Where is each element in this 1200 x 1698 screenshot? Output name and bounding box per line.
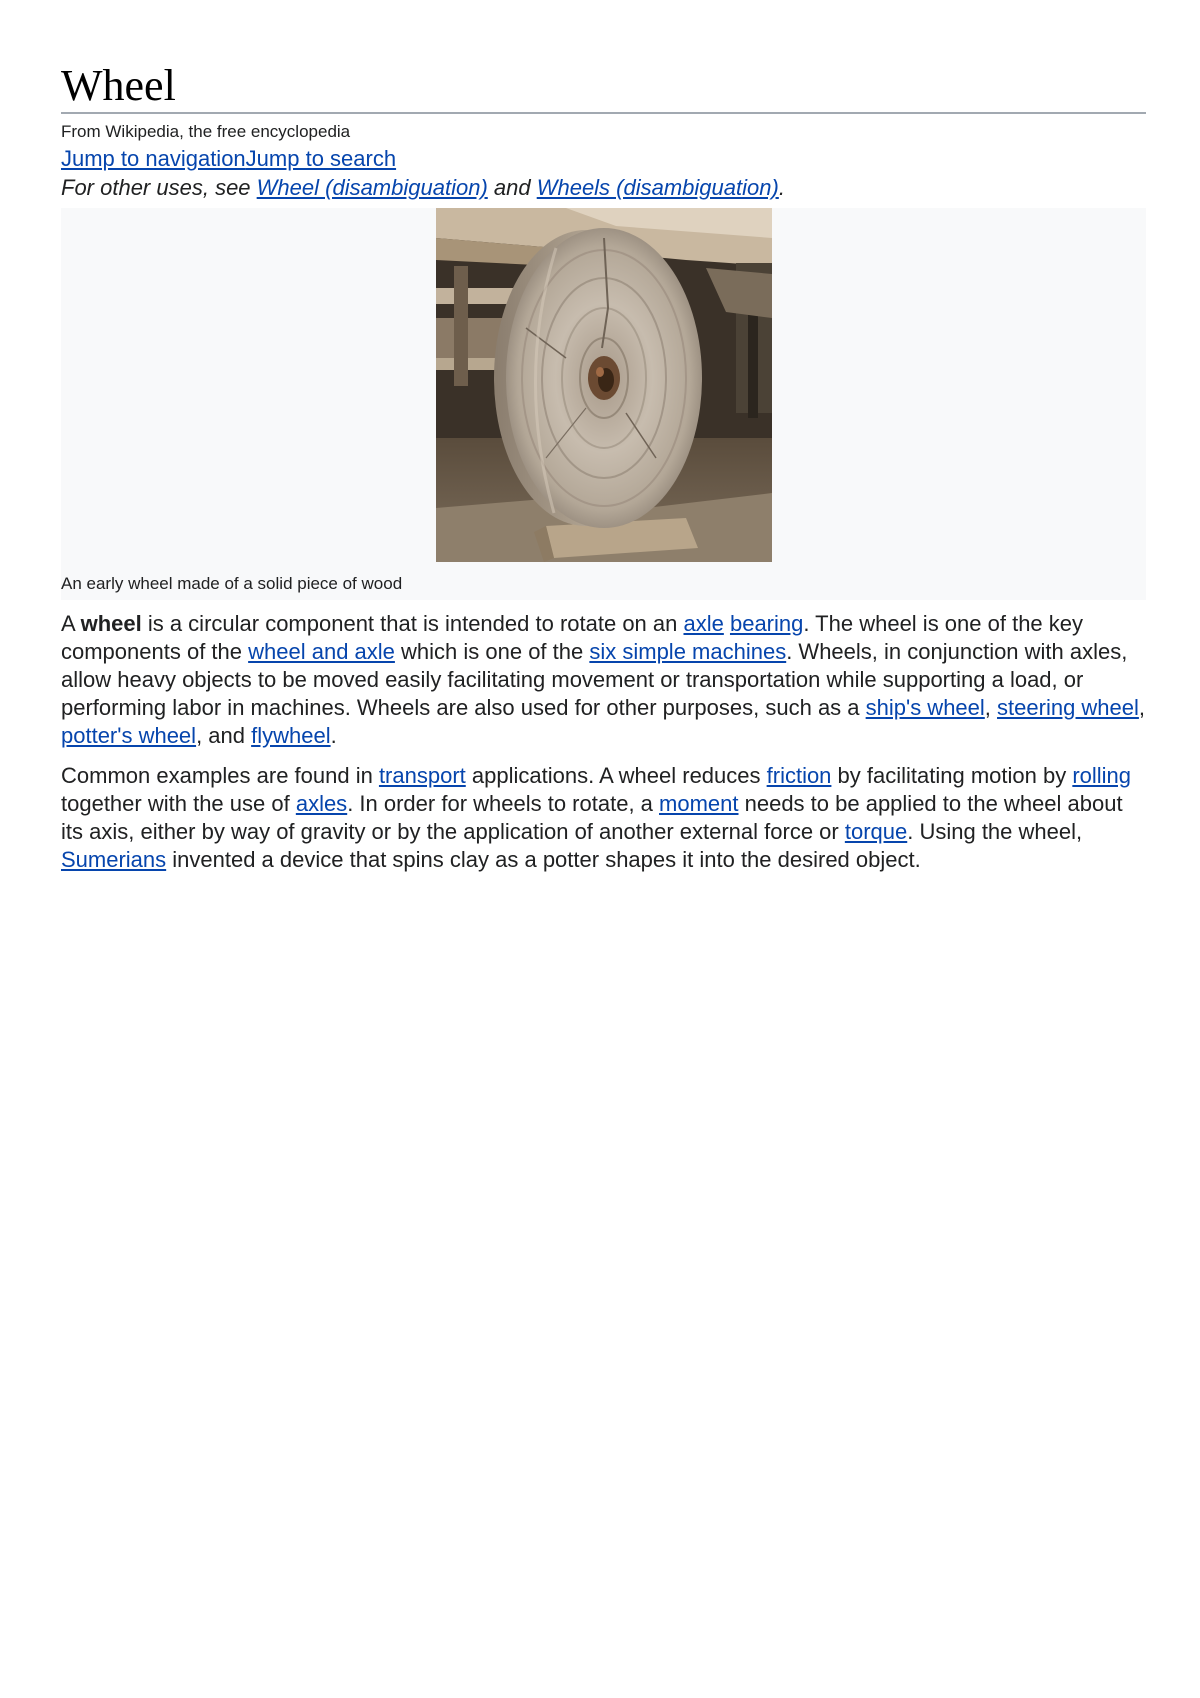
text-run: by facilitating motion by [831, 762, 1073, 788]
hatnote-middle: and [487, 175, 537, 201]
six-simple-machines-link[interactable]: six simple machines [589, 638, 787, 664]
rolling-link[interactable]: rolling [1072, 762, 1132, 788]
text-run: which is one of the [394, 638, 590, 664]
text-run: is a circular component that is intended to rotate on an [141, 610, 684, 636]
torque-link[interactable]: torque [844, 818, 908, 844]
text-run: , [1138, 694, 1146, 720]
axle-link[interactable]: axle [683, 610, 724, 636]
bold-term: wheel [80, 610, 142, 636]
site-tagline: From Wikipedia, the free encyclopedia [61, 122, 351, 142]
wheel-photo[interactable] [436, 208, 772, 562]
figure-caption: An early wheel made of a solid piece of wood [61, 573, 403, 593]
sumerians-link[interactable]: Sumerians [61, 846, 167, 872]
hatnote-suffix: . [778, 175, 785, 201]
examples-paragraph [61, 762, 1146, 874]
text-run: , and [196, 722, 252, 748]
transport-link[interactable]: transport [378, 762, 466, 788]
text-run: . In order for wheels to rotate, a [347, 790, 660, 816]
text-run: needs to be applied to the wheel about its axis, either by way of gravity or by the application of another external force or [61, 790, 1123, 844]
wheel-disambiguation-link[interactable]: Wheel (disambiguation) [256, 175, 488, 201]
steering-wheel-link[interactable]: steering wheel [997, 694, 1139, 720]
bearing-link[interactable]: bearing [729, 610, 804, 636]
text-run: . Using the wheel, [907, 818, 1083, 844]
hatnote [61, 174, 1146, 202]
text-run: together with the use of [61, 790, 296, 816]
text-run: , [984, 694, 998, 720]
jump-links [61, 145, 1146, 173]
ships-wheel-link[interactable]: ship's wheel [865, 694, 985, 720]
moment-link[interactable]: moment [659, 790, 739, 816]
wheels-disambiguation-link[interactable]: Wheels (disambiguation) [536, 175, 779, 201]
text-run: . The wheel is one of the key components of the [61, 610, 1084, 664]
text-run: . [330, 722, 337, 748]
axles-link[interactable]: axles [295, 790, 348, 816]
text-run: applications. A wheel reduces [465, 762, 767, 788]
page-title: Wheel [61, 56, 1146, 114]
potters-wheel-link[interactable]: potter's wheel [61, 722, 197, 748]
text-run: Common examples are found in [61, 762, 379, 788]
infobox-figure [61, 208, 1146, 600]
text-run: invented a device that spins clay as a potter shapes it into the desired object. [166, 846, 921, 872]
intro-paragraph [61, 610, 1146, 750]
hatnote-prefix: For other uses, see [61, 175, 257, 201]
article [61, 56, 1146, 874]
friction-link[interactable]: friction [766, 762, 832, 788]
jump-to-search-link[interactable]: Jump to search [245, 145, 397, 171]
text-run: . Wheels, in conjunction with axles, allow heavy objects to be moved easily facilitating movement or transportation while supporting a load, or performing labor in machines. Wheels are also used for other purposes, such as a [61, 638, 1128, 720]
wheel-and-axle-link[interactable]: wheel and axle [248, 638, 395, 664]
text-run: A [61, 610, 81, 636]
flywheel-link[interactable]: flywheel [251, 722, 331, 748]
jump-to-navigation-link[interactable]: Jump to navigation [61, 145, 246, 171]
